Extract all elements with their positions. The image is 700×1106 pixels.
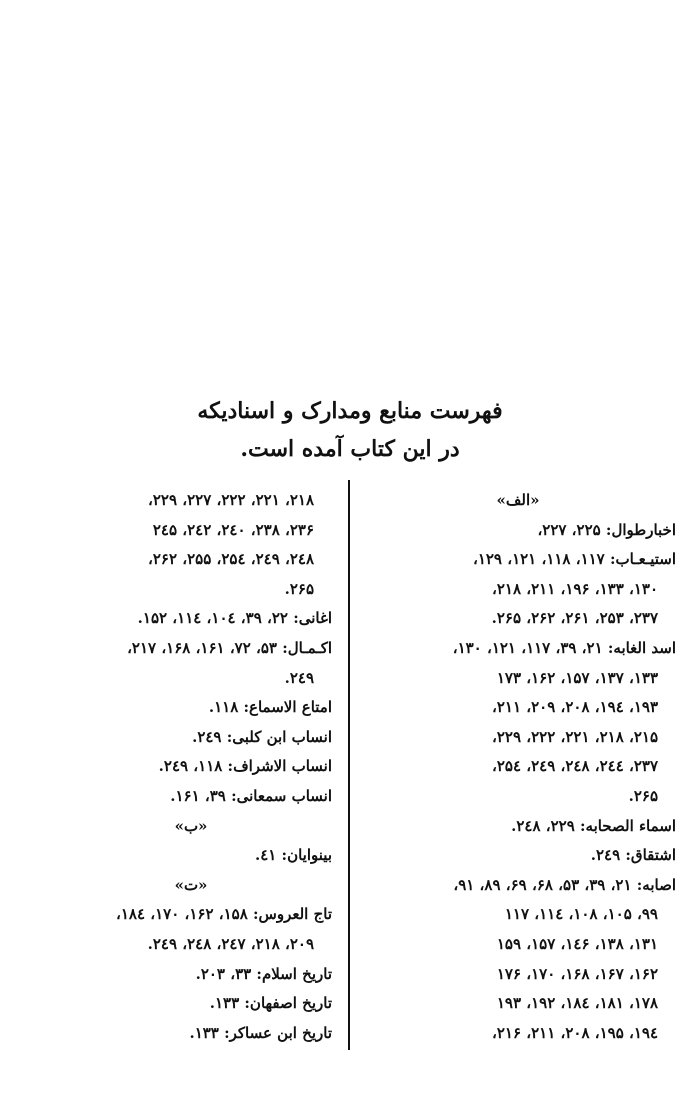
index-entry-line: انساب سمعانی: ۳۹، ۱۶۱.	[170, 786, 332, 805]
index-entry-line: ۱۷۸، ۱۸۱، ۱۸٤، ۱۹۲، ۱۹۳	[496, 994, 658, 1013]
section-letter-heading: «ت»	[174, 875, 208, 894]
index-entry-line: ۹۹، ۱۰۵، ۱۰۸، ۱۱٤، ۱۱۷	[504, 905, 658, 924]
index-entry-line: ۱۳۳، ۱۳۷، ۱۵۷، ۱۶۲، ۱۷۳	[496, 668, 658, 687]
index-entry-line: امتاع الاسماع: ۱۱۸.	[208, 698, 332, 717]
index-entry-line: اسد الغابه: ۲۱، ۳۹، ۱۱۷، ۱۲۱، ۱۳۰،	[452, 638, 676, 657]
index-entry-line: ۲٤۸، ۲٤۹، ۲۵٤، ۲۵۵، ۲۶۲،	[147, 550, 314, 569]
index-entry-line: بینوایان: ٤۱.	[254, 846, 332, 865]
index-entry-line: ۱۹٤، ۱۹۵، ۲۰۸، ۲۱۱، ۲۱۶،	[491, 1023, 658, 1042]
index-entry-line: ۲۱۵، ۲۱۸، ۲۲۱، ۲۲۲، ۲۲۹،	[491, 727, 658, 746]
index-entry-line: ۲۳۶، ۲۳۸، ۲٤۰، ۲٤۲، ۲٤۵	[152, 520, 314, 539]
index-entry-line: تاریخ اسلام: ۳۳، ۲۰۳.	[195, 964, 332, 983]
section-letter-heading: «الف»	[496, 491, 540, 509]
index-entry-line: اشتقاق: ۲٤۹.	[590, 846, 676, 865]
index-entry-line: تاریخ اصفهان: ۱۳۳.	[209, 994, 332, 1013]
index-entry-line: اخبارطوال: ۲۲۵، ۲۲۷،	[537, 520, 676, 539]
index-entry-line: اسماء الصحابه: ۲۲۹، ۲٤۸.	[511, 816, 676, 835]
index-entry-line: انساب ابن کلبی: ۲٤۹.	[192, 727, 332, 746]
index-entry-line: اصابه: ۲۱، ۳۹، ۵۳، ۶۸، ۶۹، ۸۹، ۹۱،	[453, 875, 676, 894]
index-entry-line: ۱۹۳، ۱۹٤، ۲۰۸، ۲۰۹، ۲۱۱،	[491, 698, 658, 717]
index-entry-line: ۱۳۱، ۱۳۸، ۱٤۶، ۱۵۷، ۱۵۹	[496, 934, 658, 953]
index-entry-line: ۲۱۸، ۲۲۱، ۲۲۲، ۲۲۷، ۲۲۹،	[147, 491, 314, 509]
column-divider	[348, 480, 350, 1050]
section-letter-heading: «ب»	[174, 816, 208, 835]
index-entry-line: ۲٤۹.	[284, 668, 314, 687]
index-entry-line: اکـمـال: ۵۳، ۷۲، ۱۶۱، ۱۶۸، ۲۱۷،	[127, 638, 332, 657]
index-column-right	[360, 486, 676, 1048]
index-entry-line: ۱۳۰، ۱۳۳، ۱۹۶، ۲۱۱، ۲۱۸،	[491, 579, 658, 598]
index-entry-line: ۱۶۲، ۱۶۷، ۱۶۸، ۱۷۰، ۱۷۶	[496, 964, 658, 983]
page-subtitle: در این کتاب آمده است.	[240, 436, 460, 462]
index-entry-line: ۲۰۹، ۲۱۸، ۲٤۷، ۲٤۸، ۲٤۹.	[147, 934, 314, 953]
index-entry-line: انساب الاشراف: ۱۱۸، ۲٤۹.	[158, 757, 332, 776]
index-entry-line: اغانی: ۲۲، ۳۹، ۱۰٤، ۱۱٤، ۱۵۲.	[137, 609, 332, 628]
index-entry-line: ۲۳۷، ۲٤٤، ۲٤۸، ۲٤۹، ۲۵٤،	[491, 757, 658, 776]
index-entry-line: تاریخ ابن عساکر: ۱۳۳.	[189, 1023, 332, 1042]
page-title: فهرست منابع ومدارک و اسنادیکه	[197, 398, 503, 424]
index-entry-line: ۲۶۵.	[284, 579, 314, 598]
index-entry-line: تاج العروس: ۱۵۸، ۱۶۲، ۱۷۰، ۱۸٤،	[116, 905, 332, 924]
index-entry-line: ۲۳۷، ۲۵۳، ۲۶۱، ۲۶۲، ۲۶۵.	[491, 609, 658, 628]
index-entry-line: استيـعـاب: ۱۱۷، ۱۱۸، ۱۲۱، ۱۲۹،	[472, 550, 676, 569]
index-column-left	[50, 486, 332, 1048]
index-entry-line: ۲۶۵.	[628, 786, 658, 805]
